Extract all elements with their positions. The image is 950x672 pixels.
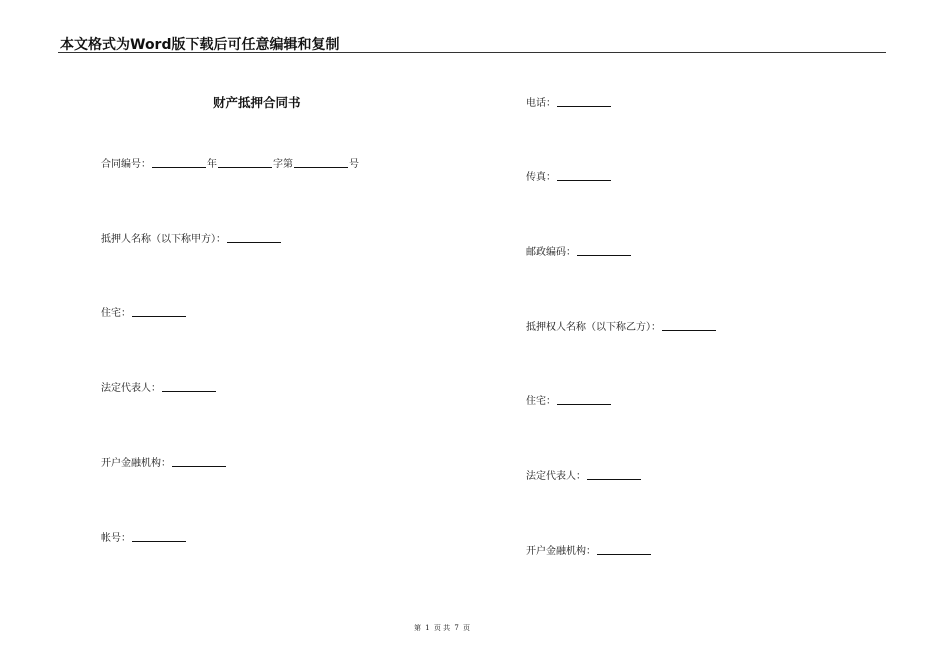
mortgagee-name-field [526,318,717,333]
mortgagor-phone-field [526,94,612,109]
field-blank [577,255,631,256]
mortgagor-residence-field [101,304,187,319]
field-label: 抵押人名称（以下称甲方）： [101,234,226,245]
field-blank [587,479,641,480]
mortgagee-legal-rep-field [526,467,642,482]
field-label: 住宅： [526,396,556,407]
contract-year-label: 年 [207,159,217,170]
page-middle: 页 共 [433,624,451,632]
field-blank [557,180,611,181]
page-total: 7 [454,624,459,632]
page-number [0,623,884,633]
field-blank [162,391,216,392]
contract-number-blank-3 [294,167,348,168]
document-title: 财产抵押合同书 [213,95,301,110]
field-label: 开户金融机构： [101,458,171,469]
field-label: 帐号： [101,533,131,544]
header-divider [58,52,886,53]
mortgagor-account-field [101,529,187,544]
field-label: 传真： [526,172,556,183]
page-current: 1 [425,624,430,632]
contract-hao-label: 号 [349,159,359,170]
field-blank [132,541,186,542]
mortgagor-postcode-field [526,243,632,258]
mortgagor-name-field [101,230,282,245]
mortgagor-bank-field [101,454,227,469]
field-blank [557,106,611,107]
field-blank [227,242,281,243]
mortgagee-bank-field [526,542,652,557]
field-label: 电话： [526,98,556,109]
field-blank [662,330,716,331]
field-label: 开户金融机构： [526,546,596,557]
document-banner: 本文格式为Word版下载后可任意编辑和复制 [60,37,340,53]
contract-number-blank-1 [152,167,206,168]
contract-number-field [101,155,359,170]
field-label: 法定代表人： [101,383,161,394]
mortgagee-residence-field [526,392,612,407]
page-prefix: 第 [413,624,421,632]
field-label: 住宅： [101,308,131,319]
field-blank [132,316,186,317]
mortgagor-fax-field [526,168,612,183]
field-blank [172,466,226,467]
field-label: 抵押权人名称（以下称乙方）： [526,322,661,333]
contract-number-blank-2 [218,167,272,168]
field-label: 邮政编码： [526,247,576,258]
field-blank [557,404,611,405]
contract-zi-di-label: 字第 [273,159,293,170]
page-suffix: 页 [463,624,471,632]
mortgagor-legal-rep-field [101,379,217,394]
field-blank [597,554,651,555]
contract-number-label: 合同编号： [101,159,151,170]
field-label: 法定代表人： [526,471,586,482]
